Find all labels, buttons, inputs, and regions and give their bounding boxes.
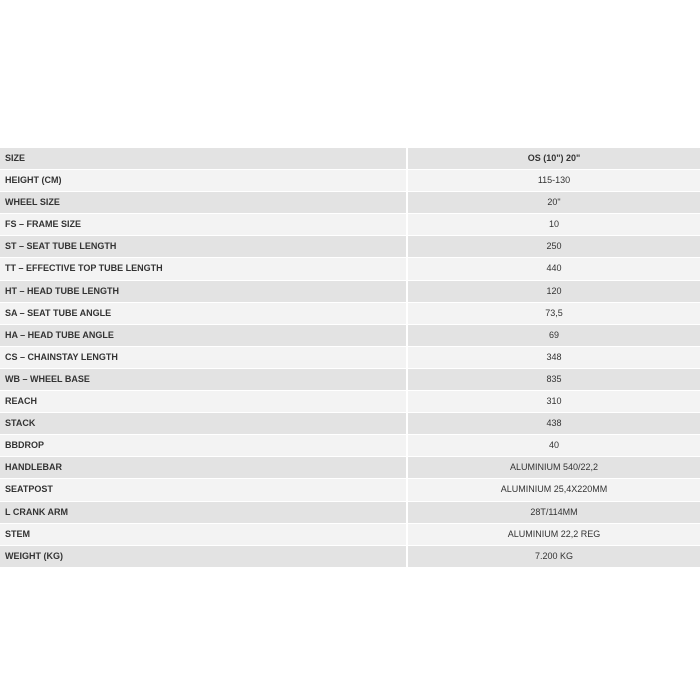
table-row [0,325,700,347]
spec-value: 40 [408,435,700,457]
table-row [0,479,700,501]
table-row [0,214,700,236]
table-row [0,435,700,457]
table-row [0,192,700,214]
header-size-value: OS (10") 20" [408,148,700,170]
table-row [0,546,700,568]
table-row [0,236,700,258]
spec-value: 7.200 KG [408,546,700,568]
table-header-row [0,148,700,170]
spec-value: ALUMINIUM 25,4X220MM [408,479,700,501]
spec-value: 438 [408,413,700,435]
spec-value: 28T/114MM [408,502,700,524]
spec-label: SEATPOST [0,479,408,501]
spec-value: 10 [408,214,700,236]
table-row [0,524,700,546]
spec-value: 120 [408,281,700,303]
table-row [0,258,700,280]
spec-value: 115-130 [408,170,700,192]
spec-label: BBDROP [0,435,408,457]
table-row [0,457,700,479]
header-size-label: SIZE [0,148,408,170]
table-row [0,391,700,413]
spec-value: 20" [408,192,700,214]
table-row [0,413,700,435]
spec-label: TT – EFFECTIVE TOP TUBE LENGTH [0,258,408,280]
table-row [0,281,700,303]
spec-label: ST – SEAT TUBE LENGTH [0,236,408,258]
table-row [0,369,700,391]
table-row [0,170,700,192]
spec-label: REACH [0,391,408,413]
spec-value: 310 [408,391,700,413]
table-row [0,303,700,325]
spec-value: ALUMINIUM 540/22,2 [408,457,700,479]
spec-label: HT – HEAD TUBE LENGTH [0,281,408,303]
spec-table-body [0,170,700,568]
spec-value: 835 [408,369,700,391]
spec-label: STEM [0,524,408,546]
spec-value: 69 [408,325,700,347]
spec-label: HA – HEAD TUBE ANGLE [0,325,408,347]
spec-label: CS – CHAINSTAY LENGTH [0,347,408,369]
spec-label: STACK [0,413,408,435]
table-row [0,347,700,369]
spec-label: FS – FRAME SIZE [0,214,408,236]
spec-value: 348 [408,347,700,369]
spec-label: HANDLEBAR [0,457,408,479]
geometry-spec-table [0,148,700,568]
spec-value: 440 [408,258,700,280]
spec-label: L CRANK ARM [0,502,408,524]
spec-value: 73,5 [408,303,700,325]
spec-label: HEIGHT (CM) [0,170,408,192]
spec-label: SA – SEAT TUBE ANGLE [0,303,408,325]
spec-label: WEIGHT (KG) [0,546,408,568]
spec-value: ALUMINIUM 22,2 REG [408,524,700,546]
spec-label: WB – WHEEL BASE [0,369,408,391]
table-row [0,502,700,524]
spec-value: 250 [408,236,700,258]
spec-label: WHEEL SIZE [0,192,408,214]
